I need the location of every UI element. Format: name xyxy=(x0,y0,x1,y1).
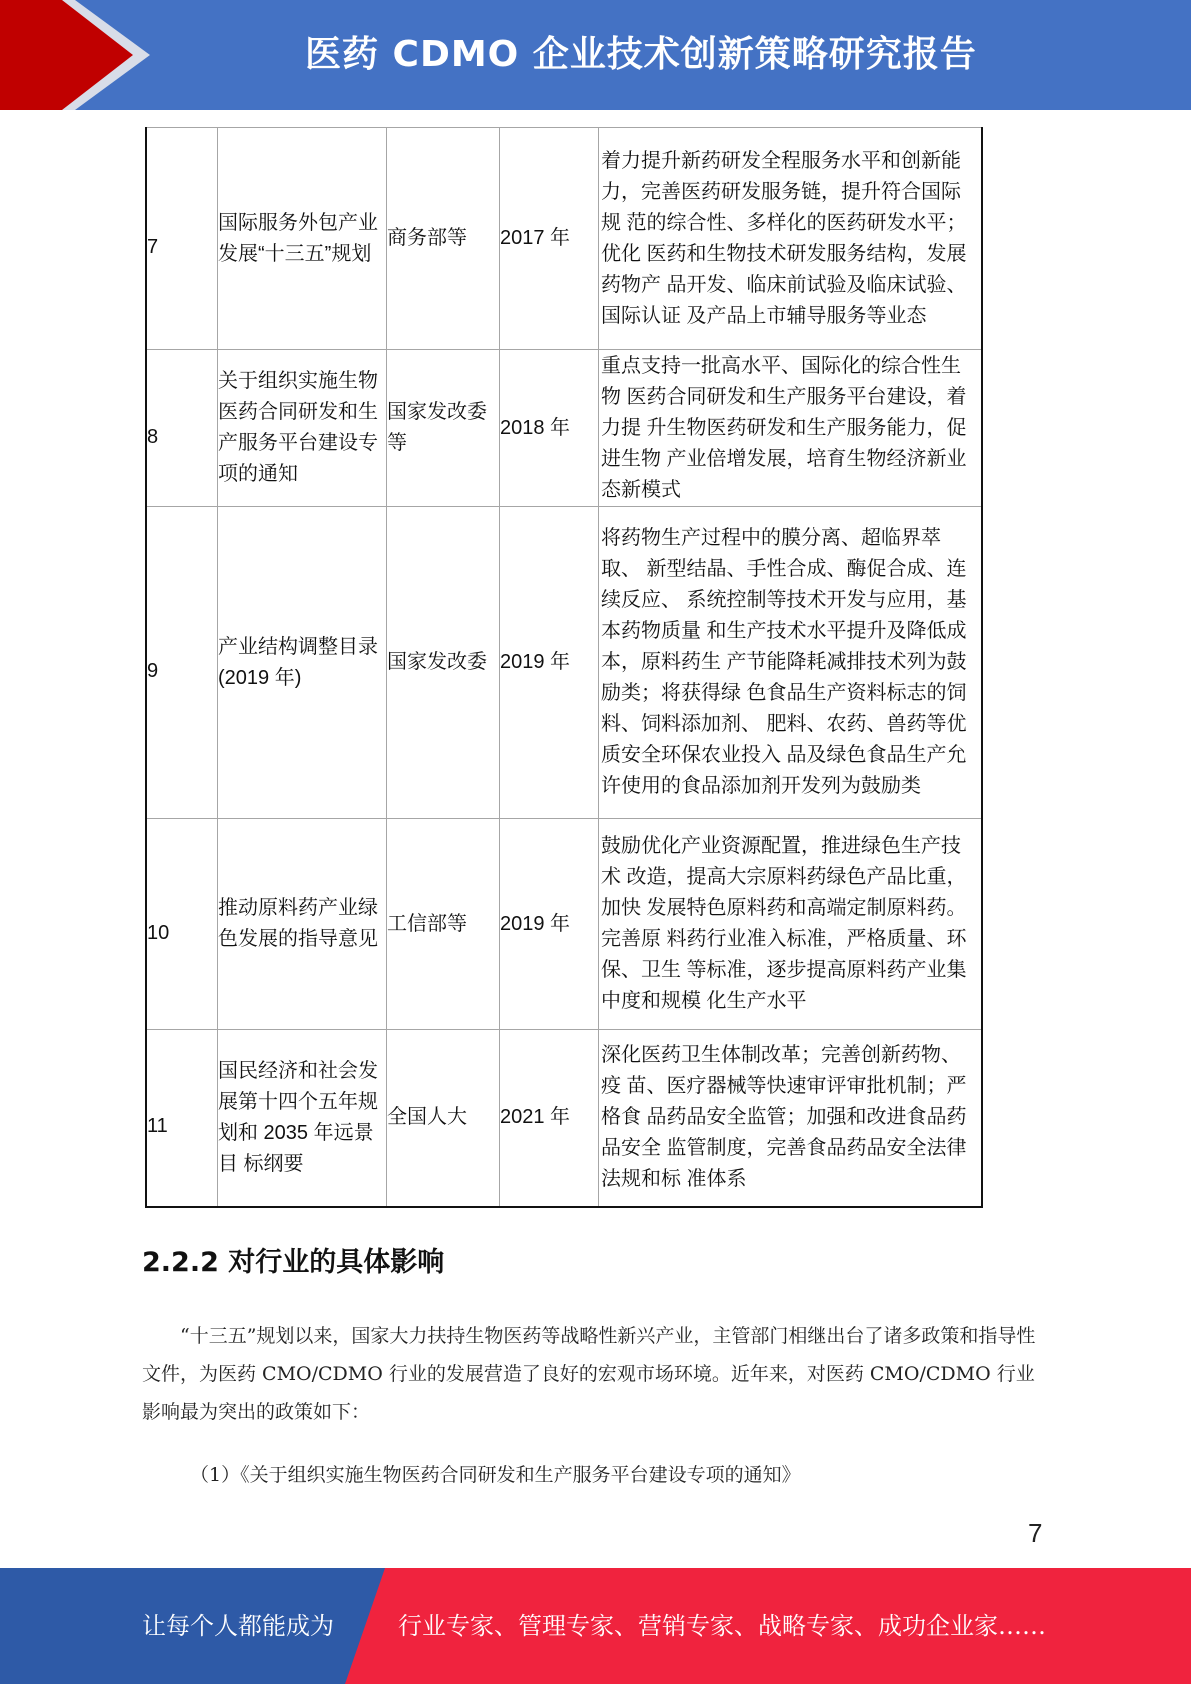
policy-name: 关于组织实施生物医药合同研发和生产服务平台建设专项的通知 xyxy=(218,350,387,507)
issue-year: 2019 年 xyxy=(500,507,599,819)
policy-content: 着力提升新药研发全程服务水平和创新能 力，完善医药研发服务链，提升符合国际规 范的综合性、多样化的医药研发水平；优化 医药和生物技术研发服务结构，发展药物产 品开发、临床前试验及临床试验、国际认证 及产品上市辅导服务等业态 xyxy=(599,128,983,350)
issue-year: 2021 年 xyxy=(500,1030,599,1207)
table-row xyxy=(146,1030,982,1207)
policy-content: 鼓励优化产业资源配置，推进绿色生产技术 改造，提高大宗原料药绿色产品比重，加快 发展特色原料药和高端定制原料药。完善原 料药行业准入标准，严格质量、环保、卫生 等标准，逐步提高原料药产业集中度和规模 化生产水平 xyxy=(599,819,983,1030)
issuing-department: 国家发改委 xyxy=(387,507,500,819)
policy-content: 重点支持一批高水平、国际化的综合性生物 医药合同研发和生产服务平台建设，着力提 升生物医药研发和生产服务能力，促进生物 产业倍增发展，培育生物经济新业态新模式 xyxy=(599,350,983,507)
policy-name: 产业结构调整目录(2019 年) xyxy=(218,507,387,819)
section-heading: 2.2.2 对行业的具体影响 xyxy=(142,1247,445,1278)
policy-content: 将药物生产过程中的膜分离、超临界萃取、 新型结晶、手性合成、酶促合成、连续反应、 系统控制等技术开发与应用，基本药物质量 和生产技术水平提升及降低成本，原料药生 产节能降耗减排技术列为鼓励类；将获得绿 色食品生产资料标志的饲料、饲料添加剂、 肥料、农药、兽药等优质安全环保农业投入 品及绿色食品生产允许使用的食品添加剂开发列为鼓励类 xyxy=(599,507,983,819)
page-header xyxy=(0,0,1191,110)
policy-name: 国际服务外包产业发展“十三五”规划 xyxy=(218,128,387,350)
issuing-department: 全国人大 xyxy=(387,1030,500,1207)
policy-table xyxy=(145,127,983,1208)
row-number: 9 xyxy=(146,507,218,819)
row-number: 10 xyxy=(146,819,218,1030)
issue-year: 2019 年 xyxy=(500,819,599,1030)
footer-slogan-right: 行业专家、管理专家、营销专家、战略专家、成功企业家…… xyxy=(398,1612,1046,1640)
table-row xyxy=(146,128,982,350)
list-item: （1）《关于组织实施生物医药合同研发和生产服务平台建设专项的通知》 xyxy=(190,1464,801,1486)
issuing-department: 工信部等 xyxy=(387,819,500,1030)
table-row xyxy=(146,819,982,1030)
table-row xyxy=(146,350,982,507)
page-number: 7 xyxy=(1028,1518,1043,1548)
table-row xyxy=(146,507,982,819)
row-number: 7 xyxy=(146,128,218,350)
issue-year: 2018 年 xyxy=(500,350,599,507)
policy-name: 国民经济和社会发展第十四个五年规划和 2035 年远景目 标纲要 xyxy=(218,1030,387,1207)
report-title: 医药 CDMO 企业技术创新策略研究报告 xyxy=(305,34,977,75)
policy-content: 深化医药卫生体制改革；完善创新药物、疫 苗、医疗器械等快速审评审批机制；严格食 品药品安全监管；加强和改进食品药品安全 监管制度，完善食品药品安全法律法规和标 准体系 xyxy=(599,1030,983,1207)
page-footer xyxy=(0,1568,1191,1684)
body-paragraph: “十三五”规划以来，国家大力扶持生物医药等战略性新兴产业，主管部门相继出台了诸多政策和指导性文件，为医药 CMO/CDMO 行业的发展营造了良好的宏观市场环境。近年来，对医药 CMO/CDMO 行业影响最为突出的政策如下： xyxy=(142,1325,1036,1423)
row-number: 11 xyxy=(146,1030,218,1207)
issuing-department: 商务部等 xyxy=(387,128,500,350)
header-red-chevron xyxy=(0,0,150,110)
issuing-department: 国家发改委等 xyxy=(387,350,500,507)
footer-slogan-left: 让每个人都能成为 xyxy=(142,1612,334,1640)
issue-year: 2017 年 xyxy=(500,128,599,350)
row-number: 8 xyxy=(146,350,218,507)
policy-name: 推动原料药产业绿色发展的指导意见 xyxy=(218,819,387,1030)
